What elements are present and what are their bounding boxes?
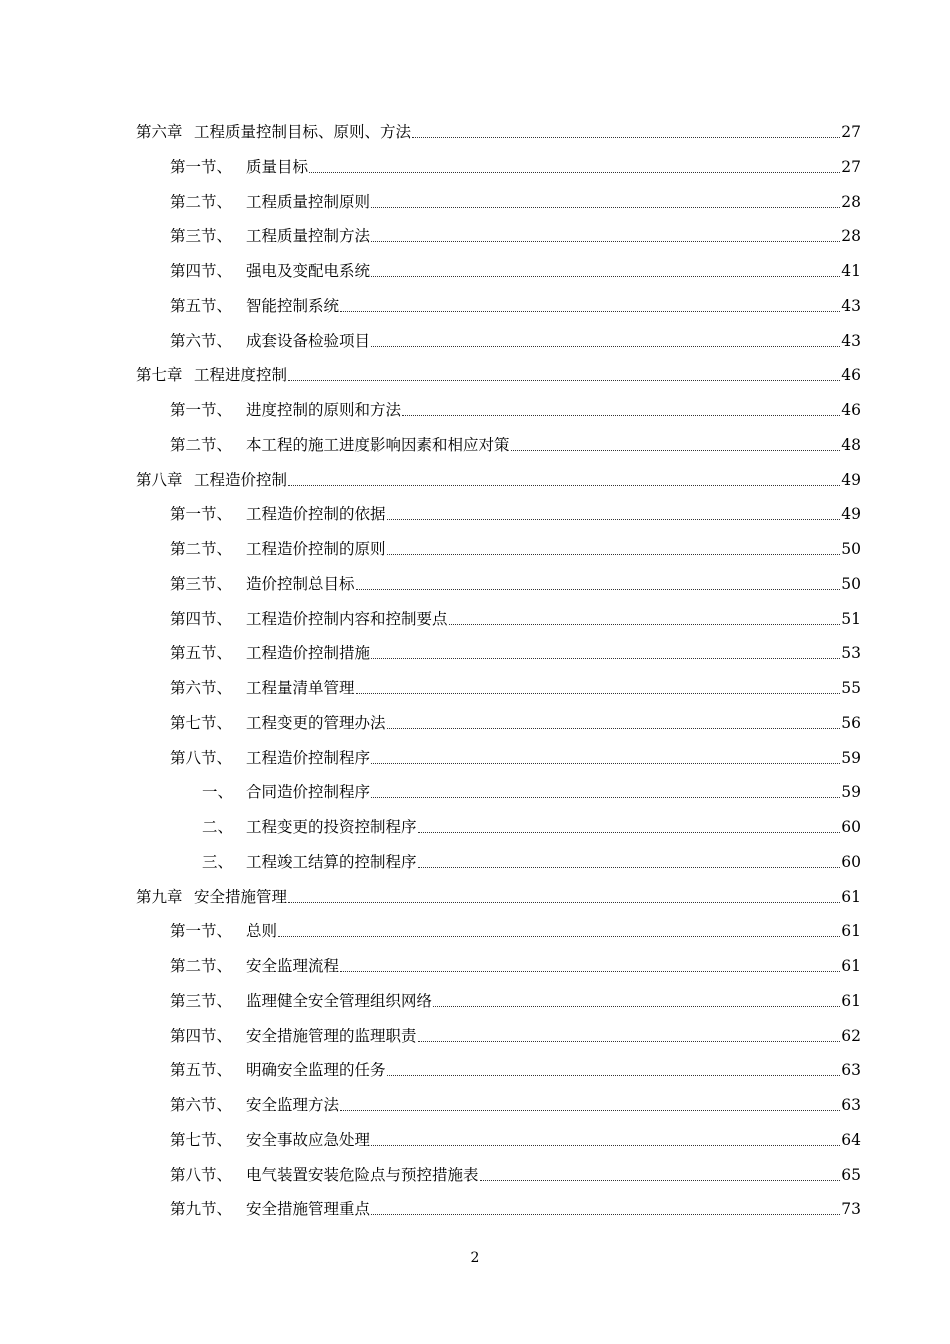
toc-entry-number: 第五节、 — [170, 1061, 233, 1080]
toc-dot-leader — [371, 796, 840, 798]
toc-entry-page: 27 — [841, 123, 861, 141]
toc-dot-leader — [371, 762, 840, 764]
toc-entry-title: 工程变更的管理办法 — [246, 713, 386, 732]
toc-entry-title: 工程竣工结算的控制程序 — [246, 852, 417, 871]
toc-entry-page: 60 — [841, 852, 861, 871]
toc-entry-number: 第二节、 — [170, 192, 233, 211]
toc-entry-title: 监理健全安全管理组织网络 — [246, 991, 433, 1010]
toc-entry-page: 61 — [841, 957, 861, 975]
toc-dot-leader — [356, 692, 841, 694]
toc-entry-title: 工程进度控制 — [194, 366, 288, 385]
toc-entry-title: 总则 — [246, 922, 278, 941]
toc-entry-title: 电气装置安装危险点与预控措施表 — [246, 1165, 479, 1184]
toc-entry-section[interactable] — [170, 219, 861, 253]
toc-entry-page: 49 — [841, 505, 861, 524]
toc-entry-title: 明确安全监理的任务 — [246, 1061, 386, 1080]
toc-dot-leader — [480, 1179, 841, 1181]
toc-entry-title: 工程质量控制目标、原则、方法 — [194, 123, 412, 141]
toc-entry-title: 质量目标 — [246, 157, 309, 176]
toc-entry-page: 43 — [841, 296, 861, 315]
toc-entry-title: 安全事故应急处理 — [246, 1130, 371, 1149]
toc-dot-leader — [449, 623, 841, 625]
toc-entry-section[interactable] — [170, 532, 861, 566]
toc-dot-leader — [412, 136, 840, 138]
toc-entry-chapter[interactable] — [136, 358, 861, 392]
toc-dot-leader — [288, 379, 840, 381]
toc-entry-chapter[interactable] — [136, 880, 861, 914]
toc-entry-page: 50 — [841, 540, 861, 558]
toc-entry-section[interactable] — [170, 949, 861, 983]
toc-entry-page: 64 — [841, 1130, 861, 1149]
toc-entry-section[interactable] — [170, 428, 861, 462]
toc-entry-page: 51 — [841, 609, 861, 628]
toc-entry-page: 73 — [841, 1200, 861, 1219]
toc-entry-section[interactable] — [170, 393, 861, 427]
toc-entry-section[interactable] — [170, 1019, 861, 1053]
toc-entry-number: 一、 — [202, 783, 234, 802]
toc-dot-leader — [387, 727, 841, 729]
toc-dot-leader — [340, 310, 840, 312]
toc-entry-section[interactable] — [170, 1158, 861, 1192]
toc-dot-leader — [371, 1144, 840, 1146]
toc-entry-number: 二、 — [202, 818, 234, 836]
toc-entry-number: 第四节、 — [170, 262, 233, 280]
toc-entry-number: 第九节、 — [170, 1200, 233, 1219]
toc-dot-leader — [387, 518, 841, 520]
toc-entry-title: 工程质量控制原则 — [246, 192, 371, 211]
toc-dot-leader — [387, 1074, 841, 1076]
toc-entry-number: 第三节、 — [170, 991, 233, 1010]
toc-entry-title: 造价控制总目标 — [246, 574, 355, 593]
toc-dot-leader — [340, 970, 840, 972]
toc-entry-page: 61 — [841, 922, 861, 941]
toc-entry-page: 43 — [841, 331, 861, 350]
toc-entry-page: 56 — [841, 713, 861, 732]
toc-entry-title: 合同造价控制程序 — [246, 783, 371, 802]
toc-entry-title: 安全措施管理的监理职责 — [246, 1026, 417, 1045]
toc-entry-number: 第二节、 — [170, 540, 233, 558]
toc-entry-number: 第七节、 — [170, 1130, 233, 1149]
toc-entry-title: 强电及变配电系统 — [246, 262, 371, 280]
toc-dot-leader — [418, 831, 841, 833]
toc-entry-page: 28 — [841, 192, 861, 211]
toc-entry-title: 工程造价控制措施 — [246, 644, 371, 663]
toc-entry-number: 第一节、 — [170, 157, 233, 176]
toc-entry-section[interactable] — [170, 671, 861, 705]
toc-entry-title: 成套设备检验项目 — [246, 331, 371, 350]
toc-dot-leader — [433, 1005, 840, 1007]
toc-entry-section[interactable] — [170, 984, 861, 1018]
toc-dot-leader — [418, 1040, 841, 1042]
toc-dot-leader — [402, 414, 840, 416]
toc-dot-leader — [288, 901, 840, 903]
toc-entry-section[interactable] — [170, 185, 861, 219]
toc-entry-section[interactable] — [170, 706, 861, 740]
toc-dot-leader — [371, 206, 840, 208]
toc-entry-section[interactable] — [170, 741, 861, 775]
toc-entry-page: 62 — [841, 1026, 861, 1045]
toc-entry-number: 第八章 — [136, 470, 183, 489]
toc-entry-section[interactable] — [170, 289, 861, 323]
toc-entry-number: 第二节、 — [170, 957, 233, 975]
toc-entry-page: 46 — [841, 366, 861, 385]
toc-entry-page: 28 — [841, 227, 861, 246]
toc-entry-section[interactable] — [170, 567, 861, 601]
toc-entry-chapter[interactable] — [136, 463, 861, 497]
toc-entry-number: 第一节、 — [170, 401, 233, 419]
toc-entry-number: 第四节、 — [170, 1026, 233, 1045]
toc-entry-title: 工程造价控制 — [194, 470, 288, 489]
toc-entry-section[interactable] — [170, 914, 861, 948]
toc-entry-section[interactable] — [170, 150, 861, 184]
toc-entry-page: 65 — [841, 1165, 861, 1184]
toc-entry-title: 安全监理流程 — [246, 957, 340, 975]
toc-entry-number: 第四节、 — [170, 609, 233, 628]
toc-entry-number: 第三节、 — [170, 227, 233, 246]
toc-entry-number: 第六节、 — [170, 679, 233, 697]
toc-entry-page: 63 — [841, 1096, 861, 1114]
toc-entry-title: 安全措施管理 — [194, 887, 288, 906]
page-number: 2 — [470, 1250, 480, 1266]
toc-entry-section[interactable] — [170, 1053, 861, 1087]
toc-entry-number: 第六节、 — [170, 331, 233, 350]
toc-entry-title: 工程造价控制内容和控制要点 — [246, 609, 448, 628]
toc-dot-leader — [371, 275, 840, 277]
toc-entry-number: 第五节、 — [170, 644, 233, 663]
toc-entry-sub[interactable] — [202, 775, 861, 809]
toc-entry-section[interactable] — [170, 324, 861, 358]
toc-entry-page: 55 — [841, 679, 861, 697]
toc-entry-title: 工程变更的投资控制程序 — [246, 818, 417, 836]
toc-entry-title: 进度控制的原则和方法 — [246, 401, 402, 419]
toc-entry-page: 48 — [841, 435, 861, 454]
toc-entry-page: 61 — [841, 887, 861, 906]
toc-entry-section[interactable] — [170, 636, 861, 670]
toc-dot-leader — [387, 553, 841, 555]
toc-entry-sub[interactable] — [202, 810, 861, 844]
toc-entry-sub[interactable] — [202, 845, 861, 879]
toc-entry-number: 第三节、 — [170, 574, 233, 593]
toc-dot-leader — [356, 588, 841, 590]
toc-entry-number: 第六节、 — [170, 1096, 233, 1114]
toc-entry-page: 61 — [841, 991, 861, 1010]
toc-entry-number: 第八节、 — [170, 1165, 233, 1184]
toc-entry-title: 工程造价控制程序 — [246, 748, 371, 767]
toc-entry-number: 第一节、 — [170, 922, 233, 941]
toc-dot-leader — [288, 484, 840, 486]
toc-entry-section[interactable] — [170, 602, 861, 636]
toc-entry-number: 第一节、 — [170, 505, 233, 524]
toc-dot-leader — [511, 449, 841, 451]
toc-entry-number: 第二节、 — [170, 435, 233, 454]
toc-entry-page: 63 — [841, 1061, 861, 1080]
toc-entry-number: 第七章 — [136, 366, 183, 385]
toc-entry-title: 智能控制系统 — [246, 296, 340, 315]
toc-entry-section[interactable] — [170, 1192, 861, 1226]
toc-dot-leader — [371, 657, 840, 659]
toc-entry-page: 53 — [841, 644, 861, 663]
toc-entry-number: 第五节、 — [170, 296, 233, 315]
toc-entry-page: 59 — [841, 748, 861, 767]
toc-entry-page: 49 — [841, 470, 861, 489]
toc-entry-number: 第七节、 — [170, 713, 233, 732]
toc-entry-number: 三、 — [202, 852, 234, 871]
toc-entry-page: 59 — [841, 783, 861, 802]
toc-dot-leader — [371, 240, 840, 242]
toc-entry-number: 第九章 — [136, 887, 183, 906]
toc-dot-leader — [309, 171, 840, 173]
toc-entry-number: 第八节、 — [170, 748, 233, 767]
toc-entry-page: 46 — [841, 401, 861, 419]
toc-dot-leader — [278, 935, 840, 937]
toc-entry-title: 工程质量控制方法 — [246, 227, 371, 246]
toc-entry-section[interactable] — [170, 497, 861, 531]
toc-entry-title: 工程造价控制的依据 — [246, 505, 386, 524]
toc-entry-section[interactable] — [170, 254, 861, 288]
toc-entry-number: 第六章 — [136, 123, 183, 141]
toc-entry-title: 工程造价控制的原则 — [246, 540, 386, 558]
toc-entry-title: 安全措施管理重点 — [246, 1200, 371, 1219]
toc-entry-page: 60 — [841, 818, 861, 836]
toc-entry-page: 41 — [841, 262, 861, 280]
toc-dot-leader — [371, 1213, 840, 1215]
toc-entry-section[interactable] — [170, 1123, 861, 1157]
toc-entry-title: 工程量清单管理 — [246, 679, 355, 697]
toc-entry-section[interactable] — [170, 1088, 861, 1122]
toc-dot-leader — [371, 345, 840, 347]
toc-entry-title: 安全监理方法 — [246, 1096, 340, 1114]
toc-dot-leader — [418, 866, 841, 868]
toc-dot-leader — [340, 1109, 840, 1111]
toc-entry-page: 27 — [841, 157, 861, 176]
toc-entry-title: 本工程的施工进度影响因素和相应对策 — [246, 435, 510, 454]
toc-entry-page: 50 — [841, 574, 861, 593]
toc-entry-chapter[interactable] — [136, 115, 861, 149]
